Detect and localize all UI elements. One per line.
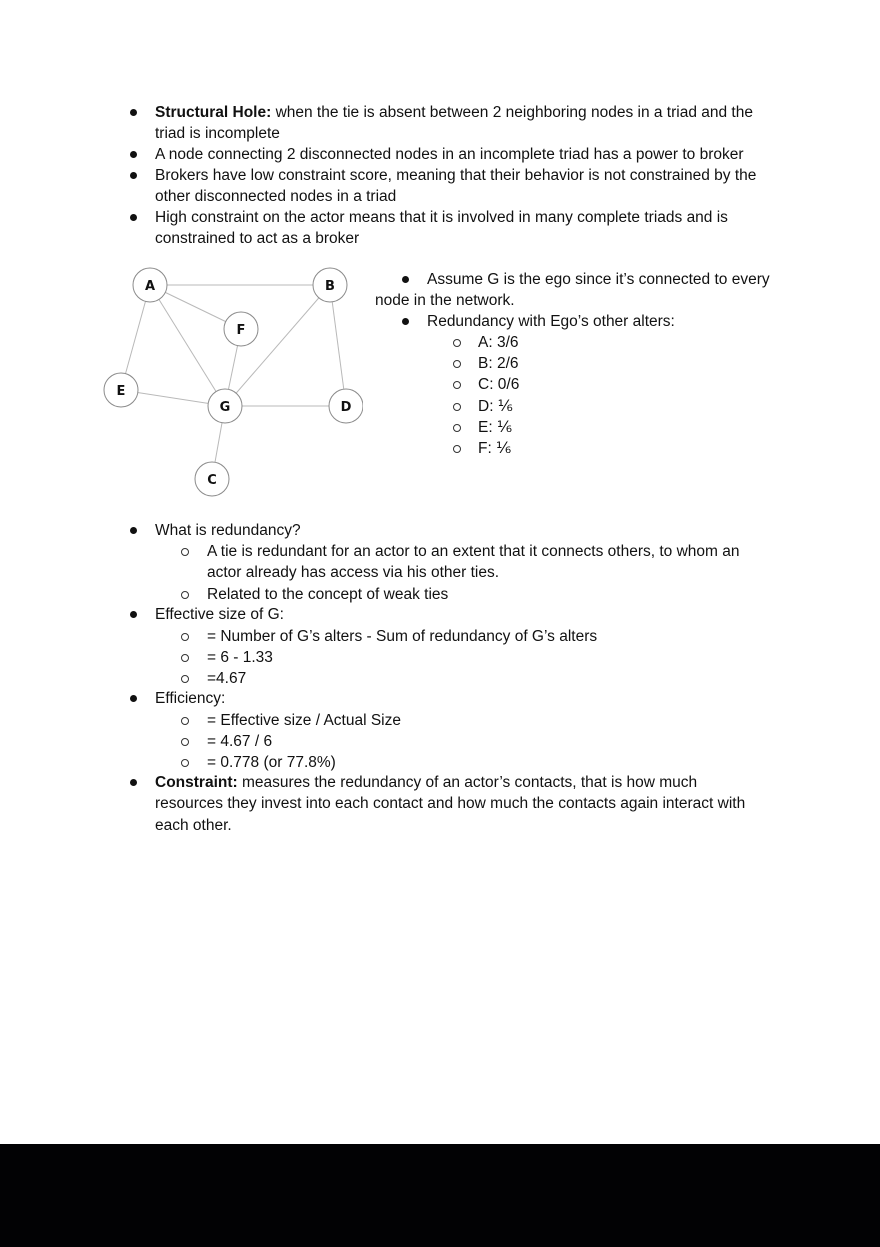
hollow-bullet-icon [453,381,461,389]
list-item-continuation: other disconnected nodes in a triad [155,188,397,205]
list-item-broker-power: A node connecting 2 disconnected nodes in an incomplete triad has a power to broker [155,146,744,163]
redundancy-definition: A tie is redundant for an actor to an extent that it connects others, to whom an [207,543,740,560]
hollow-bullet-icon [453,424,461,432]
list-item-brokers-low-constraint: Brokers have low constraint score, meaning that their behavior is not constrained by the [155,167,757,184]
effective-size-heading: Effective size of G: [155,606,284,623]
effective-size-result: =4.67 [207,670,247,687]
bullet-icon [402,318,409,325]
list-item-continuation: constrained to act as a broker [155,230,360,247]
hollow-bullet-icon [453,403,461,411]
hollow-bullet-icon [181,759,189,767]
node-label-a: A [144,279,156,294]
list-item-high-constraint: High constraint on the actor means that it is involved in many complete triads and is [155,209,728,226]
term-bold: Structural Hole: [155,104,272,121]
ego-assumption-text: Assume G is the ego since it’s connected to every [427,271,770,288]
redundancy-item-b: B: 2/6 [478,355,519,372]
black-footer-bar [0,1144,880,1247]
bullet-icon [130,611,137,618]
redundancy-item-a: A: 3/6 [478,334,519,351]
node-label-c: C [207,473,217,488]
hollow-bullet-icon [181,738,189,746]
what-is-redundancy-heading: What is redundancy? [155,522,301,539]
redundancy-item-d: D: ⅙ [478,398,513,415]
text: measures the redundancy of an actor’s contacts, that is how much [237,774,698,791]
hollow-bullet-icon [181,717,189,725]
graph-nodes [104,268,363,496]
node-label-d: D [340,400,352,415]
redundancy-item-f: F: ⅙ [478,440,512,457]
node-label-g: G [219,400,231,415]
hollow-bullet-icon [453,360,461,368]
efficiency-heading: Efficiency: [155,690,226,707]
network-graph-figure [0,0,880,520]
hollow-bullet-icon [181,548,189,556]
constraint-continuation: resources they invest into each contact and how much the contacts again interact with [155,795,746,812]
constraint-definition [155,772,697,793]
efficiency-step: = 4.67 / 6 [207,733,273,750]
text: when the tie is absent between 2 neighboring nodes in a triad and the [271,104,753,121]
hollow-bullet-icon [181,675,189,683]
hollow-bullet-icon [453,339,461,347]
hollow-bullet-icon [181,591,189,599]
redundancy-definition-continuation: actor already has access via his other ties. [207,564,500,581]
list-item-continuation: triad is incomplete [155,125,280,142]
redundancy-item-e: E: ⅙ [478,419,512,436]
effective-size-step: = 6 - 1.33 [207,649,273,666]
weak-ties-note: Related to the concept of weak ties [207,586,449,603]
term-bold: Constraint: [155,774,238,791]
efficiency-formula: = Effective size / Actual Size [207,712,401,729]
hollow-bullet-icon [181,633,189,641]
node-label-f: F [236,323,246,338]
ego-assumption-continuation: node in the network. [375,292,515,309]
redundancy-item-c: C: 0/6 [478,376,520,393]
bullet-icon [402,276,409,283]
bullet-icon [130,527,137,534]
effective-size-formula: = Number of G’s alters - Sum of redundancy of G’s alters [207,628,598,645]
redundancy-heading: Redundancy with Ego’s other alters: [427,313,675,330]
node-label-e: E [116,384,126,399]
bullet-icon [130,779,137,786]
bullet-icon [130,695,137,702]
hollow-bullet-icon [181,654,189,662]
constraint-continuation: each other. [155,817,232,834]
node-label-b: B [325,279,335,294]
hollow-bullet-icon [453,445,461,453]
efficiency-result: = 0.778 (or 77.8%) [207,754,336,771]
